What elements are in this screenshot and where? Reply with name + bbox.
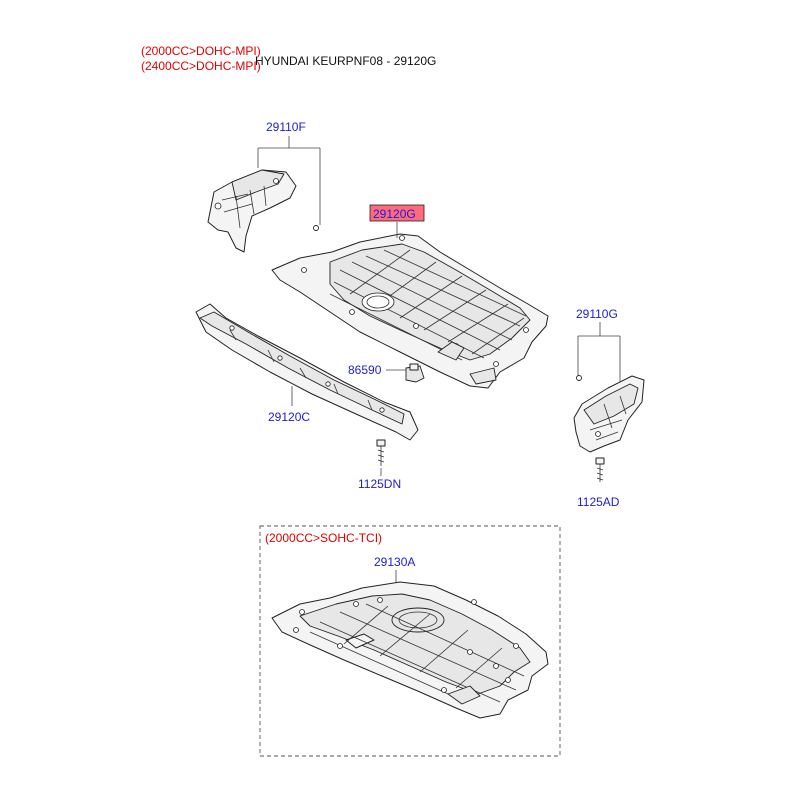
variant-label-2000cc-dohc: (2000CC>DOHC-MPI) — [141, 44, 261, 58]
variant-label-2400cc-dohc: (2400CC>DOHC-MPI) — [141, 59, 261, 73]
callout-29110g[interactable]: 29110G — [576, 307, 618, 321]
part-29130a-illustration — [272, 582, 548, 718]
part-29110f-illustration — [208, 170, 319, 252]
callout-29130a[interactable]: 29130A — [374, 555, 416, 569]
leader-29110g — [578, 322, 620, 382]
callout-29120c[interactable]: 29120C — [268, 410, 311, 424]
part-29110g-illustration — [574, 376, 644, 453]
inset-variant-label: (2000CC>SOHC-TCI) — [265, 531, 383, 545]
callout-86590[interactable]: 86590 — [348, 363, 382, 377]
callout-1125dn[interactable]: 1125DN — [358, 477, 402, 491]
part-86590-clip-illustration — [406, 364, 424, 382]
part-1125dn-bolt-illustration — [377, 440, 385, 466]
diagram-title: HYUNDAI KEURPNF08 - 29120G — [255, 54, 437, 68]
callout-29120g[interactable]: 29120G — [373, 207, 416, 221]
callout-29110f[interactable]: 29110F — [266, 120, 306, 134]
part-1125ad-bolt-illustration — [596, 458, 604, 482]
callout-1125ad[interactable]: 1125AD — [577, 495, 620, 509]
